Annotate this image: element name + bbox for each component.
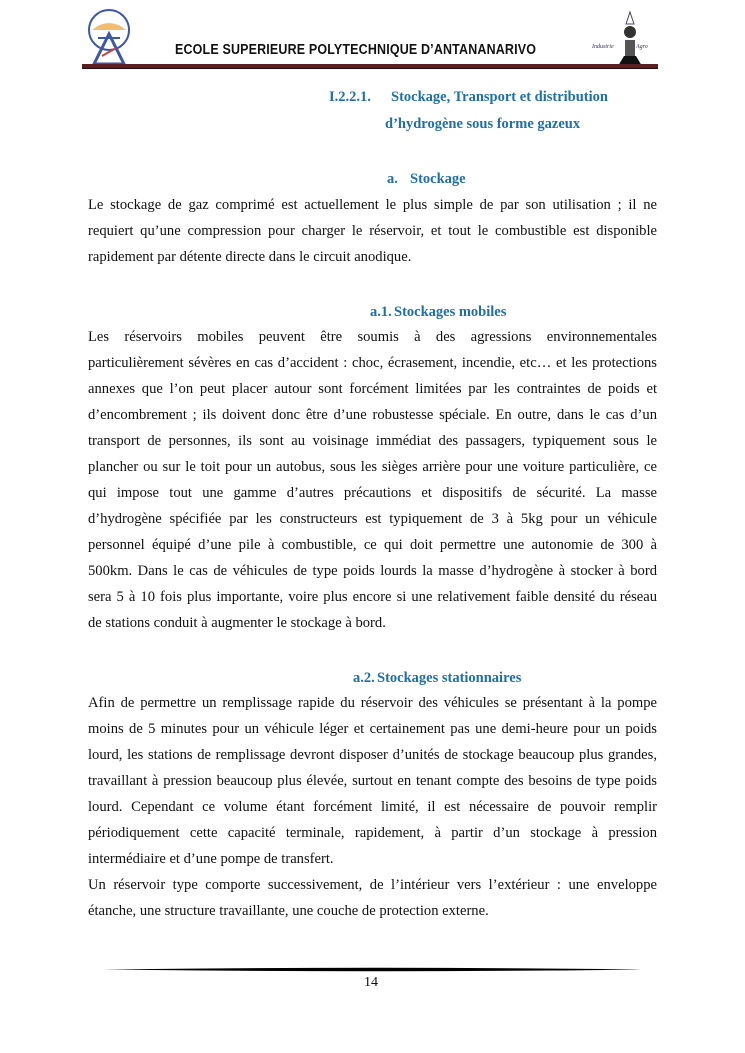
text-line: périodiquement cette capacité terminale, rapidement, à partir d’un stockage à pression bbox=[88, 825, 657, 841]
section-number: I.2.2.1. bbox=[329, 89, 371, 105]
text-line: d’encombrement ; ils doivent donc être d’une robustesse spéciale. En outre, dans le cas d’un bbox=[88, 407, 657, 423]
text-line: lourd. Cependant ce volume étant forcément limité, il est nécessaire de pouvoir remplir bbox=[88, 799, 657, 815]
department-logo bbox=[590, 10, 654, 68]
text-line: qui impose tout une gamme d’autres précautions et dispositifs de sécurité. La masse bbox=[88, 485, 657, 501]
header-title: ECOLE SUPERIEURE POLYTECHNIQUE D’ANTANANARIVO bbox=[175, 42, 537, 58]
text-line: travaillant à pression beaucoup plus élevée, surtout en tenant compte des besoins de type poids bbox=[88, 773, 657, 789]
text-line: Le stockage de gaz comprimé est actuellement le plus simple de par son utilisation ; il ne bbox=[88, 197, 657, 213]
subheading-a-title: Stockage bbox=[410, 171, 466, 187]
school-logo bbox=[80, 8, 138, 66]
section-title-line2: d’hydrogène sous forme gazeux bbox=[385, 116, 581, 132]
svg-text:Industrie: Industrie bbox=[592, 44, 614, 50]
text-line: Un réservoir type comporte successivement, de l’intérieur vers l’extérieur : une enveloppe bbox=[88, 877, 657, 893]
text-line: plancher ou sur le toit pour un autobus, sous les sièges arrière pour une voiture particulière, ce bbox=[88, 459, 657, 475]
text-line: sera 5 à 10 fois plus importante, voire plus encore si une relativement faible densité du réseau bbox=[88, 589, 657, 605]
subheading-a1-title: Stockages mobiles bbox=[394, 304, 507, 320]
text-line: d’hydrogène spécifiée par les constructeurs est typiquement de 3 à 5kg pour un véhicule bbox=[88, 511, 657, 527]
section-title-line1: Stockage, Transport et distribution bbox=[391, 89, 608, 105]
text-line: rapidement par détente directe dans le circuit anodique. bbox=[88, 249, 412, 265]
text-line: lourd, les stations de remplissage devront disposer d’unités de stockage beaucoup plus grandes, bbox=[88, 747, 657, 763]
text-line: moins de 5 minutes pour un véhicule léger et certainement pas une demi-heure pour un poids bbox=[88, 721, 657, 737]
text-line: particulièrement sévères en cas d’accident : choc, écrasement, incendie, etc… et les protections bbox=[88, 355, 657, 371]
text-line: intermédiaire et d’une pompe de transfert. bbox=[88, 851, 334, 867]
page-number: 14 bbox=[364, 975, 378, 990]
subheading-a2-label: a.2. bbox=[353, 670, 375, 686]
text-line: transport de personnes, ils sont au voisinage immédiat des passagers, typiquement sous le bbox=[88, 433, 657, 449]
svg-text:Agro: Agro bbox=[636, 44, 648, 50]
text-line: requiert qu’une compression pour charger le réservoir, et tout le combustible est disponible bbox=[88, 223, 657, 239]
subheading-a1-label: a.1. bbox=[370, 304, 392, 320]
text-line: étanche, une structure travaillante, une couche de protection externe. bbox=[88, 903, 489, 919]
text-line: annexes que l’on peut placer autour sont forcément limitées par les contraintes de poids et bbox=[88, 381, 657, 397]
footer-rule bbox=[103, 967, 641, 972]
text-line: 500km. Dans le cas de véhicules de type poids lourds la masse d’hydrogène à stocker à bord bbox=[88, 563, 657, 579]
subheading-a-label: a. bbox=[387, 171, 398, 187]
subheading-a2-title: Stockages stationnaires bbox=[377, 670, 522, 686]
text-line: personnel équipé d’une pile à combustible, ce qui doit permettre une autonomie de 300 à bbox=[88, 537, 657, 553]
text-line: Afin de permettre un remplissage rapide du réservoir des véhicules se présentant à la pompe bbox=[88, 695, 657, 711]
text-line: de stations conduit à augmenter le stockage à bord. bbox=[88, 615, 386, 631]
text-line: Les réservoirs mobiles peuvent être soumis à des agressions environnementales bbox=[88, 329, 657, 345]
header-rule bbox=[82, 64, 658, 69]
